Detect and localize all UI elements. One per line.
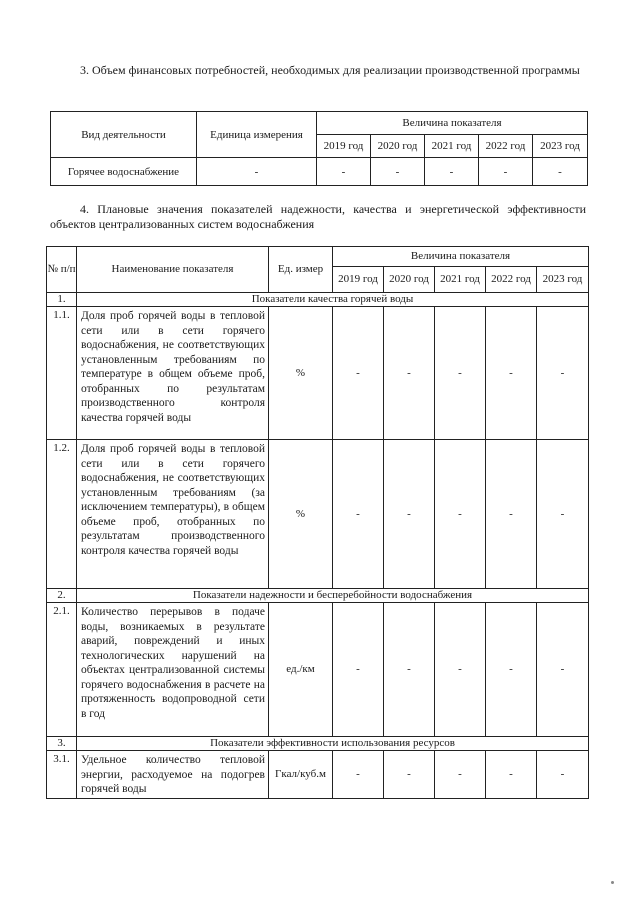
header-year: 2021 год: [425, 135, 479, 158]
value-cell: -: [537, 307, 589, 440]
group-title: Показатели качества горячей воды: [77, 293, 589, 307]
header-name: Наименование показателя: [77, 247, 269, 293]
header-activity: Вид деятельности: [51, 112, 197, 158]
value-cell: -: [486, 751, 537, 799]
value-cell: -: [384, 751, 435, 799]
header-year: 2023 год: [537, 267, 589, 293]
indicator-name: Удельное количество тепловой энергии, расходуемое на подогрев горячей воды: [77, 751, 269, 799]
value-cell: -: [537, 440, 589, 589]
value-cell: -: [486, 603, 537, 737]
value-cell: -: [384, 603, 435, 737]
table-row: [51, 158, 588, 186]
activity-cell: Горячее водоснабжение: [51, 158, 197, 186]
section-row: [47, 293, 589, 307]
header-year: 2019 год: [317, 135, 371, 158]
header-value: Величина показателя: [317, 112, 588, 135]
value-cell: -: [537, 603, 589, 737]
header-year: 2020 год: [371, 135, 425, 158]
group-num: 2.: [47, 589, 77, 603]
header-year: 2019 год: [333, 267, 384, 293]
section-row: [47, 589, 589, 603]
table-row: [47, 440, 589, 589]
indicator-name: Доля проб горячей воды в тепловой сети или в сети горячего водоснабжения, не соответствующих установленным требованиям по температуре в общем объеме проб, отобранных по результатам производственного контроля качества горячей воды: [77, 307, 269, 440]
section-4-heading: 4. Плановые значения показателей надежности, качества и энергетической эффективности объектов централизованных систем водоснабжения: [50, 202, 586, 231]
value-cell: -: [435, 440, 486, 589]
row-num: 1.2.: [47, 440, 77, 589]
scan-speck: [611, 881, 614, 884]
header-unit: Ед. измер: [269, 247, 333, 293]
value-cell: -: [333, 751, 384, 799]
value-cell: -: [333, 307, 384, 440]
row-num: 2.1.: [47, 603, 77, 737]
value-cell: -: [333, 603, 384, 737]
header-year: 2023 год: [533, 135, 588, 158]
value-cell: -: [537, 751, 589, 799]
section-row: [47, 737, 589, 751]
unit-cell: -: [197, 158, 317, 186]
indicator-name: Доля проб горячей воды в тепловой сети или в сети горячего водоснабжения, не соответствующих установленным требованиям (за исключением температуры), в общем объеме проб, отобранных по результатам производственного контроля качества горячей воды: [77, 440, 269, 589]
indicator-name: Количество перерывов в подаче воды, возникаемых в результате аварий, повреждений и иных технологических нарушений на объектах централизованной системы горячего водоснабжения в расчете на протяженность водопроводной сети в год: [77, 603, 269, 737]
header-unit: Единица измерения: [197, 112, 317, 158]
value-cell: -: [435, 751, 486, 799]
header-num: № п/п: [47, 247, 77, 293]
financial-needs-table: [50, 111, 588, 186]
header-year: 2022 год: [486, 267, 537, 293]
value-cell: -: [435, 307, 486, 440]
group-num: 3.: [47, 737, 77, 751]
section-3-heading: 3. Объем финансовых потребностей, необходимых для реализации производственной программы: [80, 63, 580, 77]
table-row: [47, 751, 589, 799]
value-cell: -: [479, 158, 533, 186]
value-cell: -: [333, 440, 384, 589]
unit-cell: %: [269, 440, 333, 589]
unit-cell: Гкал/куб.м: [269, 751, 333, 799]
table-row: [47, 307, 589, 440]
header-value: Величина показателя: [333, 247, 589, 267]
value-cell: -: [486, 307, 537, 440]
row-num: 3.1.: [47, 751, 77, 799]
table-row: [47, 603, 589, 737]
value-cell: -: [486, 440, 537, 589]
unit-cell: ед./км: [269, 603, 333, 737]
group-title: Показатели надежности и бесперебойности водоснабжения: [77, 589, 589, 603]
value-cell: -: [384, 440, 435, 589]
value-cell: -: [533, 158, 588, 186]
header-year: 2021 год: [435, 267, 486, 293]
group-num: 1.: [47, 293, 77, 307]
value-cell: -: [384, 307, 435, 440]
value-cell: -: [435, 603, 486, 737]
value-cell: -: [425, 158, 479, 186]
value-cell: -: [371, 158, 425, 186]
row-num: 1.1.: [47, 307, 77, 440]
group-title: Показатели эффективности использования ресурсов: [77, 737, 589, 751]
unit-cell: %: [269, 307, 333, 440]
header-year: 2022 год: [479, 135, 533, 158]
indicators-table: [46, 246, 589, 799]
header-year: 2020 год: [384, 267, 435, 293]
value-cell: -: [317, 158, 371, 186]
